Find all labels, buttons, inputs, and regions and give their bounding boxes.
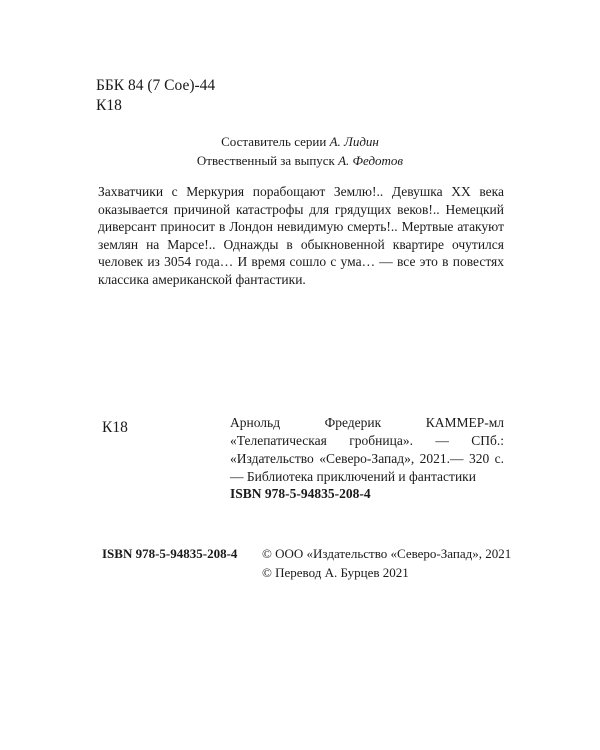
copyright-translation: © Перевод А. Бурцев 2021 [262,565,409,580]
bbk-classification: ББК 84 (7 Сое)-44 [96,77,216,94]
copyright-publisher: © ООО «Издательство «Северо-Запад», 2021 [262,546,512,561]
series-compiler-line [96,132,504,151]
release-editor-label: Отвественный за выпуск [196,153,339,168]
author-mark-top: К18 [96,97,122,114]
series-compiler-label: Составитель серии [221,134,330,149]
annotation-paragraph: Захватчики с Меркурия порабощают Землю!.. Девушка XX века оказывается причиной катастрофы для грядущих веков!.. Немецкий диверсант приносит в Лондон невидимую смерть!.. Мертвые атакуют землян на Марсе!.. Однажды в обыкновенной квартире очутился человек из 3054 года… И время сошло с ума… — все это в повестях классика американской фантастики. [98,184,504,287]
author-mark-catalog: К18 [102,419,128,436]
footer-isbn: ISBN 978-5-94835-208-4 [102,546,238,561]
catalog-isbn: ISBN 978-5-94835-208-4 [230,486,371,501]
release-editor-line [96,151,504,170]
release-editor-name: А. Федотов [338,153,404,168]
bibliographic-description: Арнольд Фредерик КАММЕР-мл «Телепатическая гробница». — СПб.: «Издательство «Северо-Запад», 2021.— 320 с. — Библиотека приключений и фантастики [230,415,504,484]
series-compiler-name: А. Лидин [329,134,379,149]
